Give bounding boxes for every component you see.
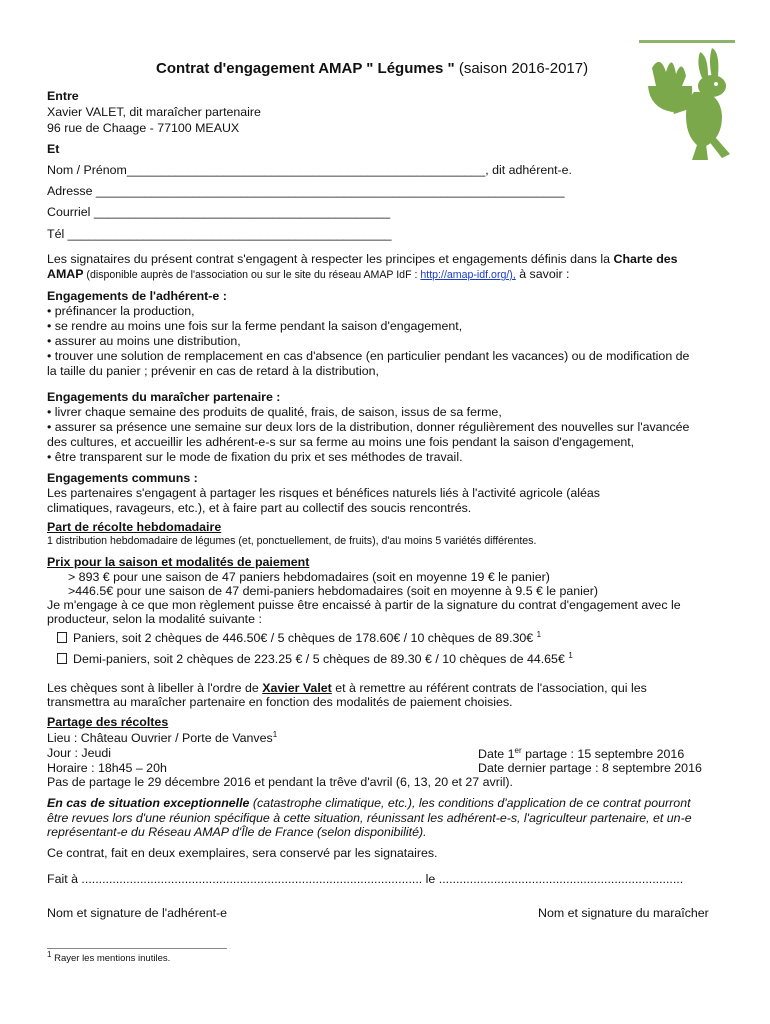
partage-exceptions: Pas de partage le 29 décembre 2016 et pendant la trêve d'avril (6, 13, 20 et 27 avril). (47, 775, 513, 789)
list-item: • préfinancer la production, (47, 304, 195, 318)
text-line: Les partenaires s'engagent à partager les risques et bénéfices naturels liés à l'activité agricole (aléas (47, 486, 600, 500)
fait-a-field[interactable]: Fait à ................................................................................................... le ....................................................................... (47, 872, 684, 886)
cheques-line1: Les chèques sont à libeller à l'ordre de Xavier Valet et à remettre au référent contrats de l'association, qui les (47, 681, 647, 695)
text-line: climatiques, ravageurs, etc.), et à faire part au collectif des soucis rencontrés. (47, 501, 472, 515)
communs-text (47, 486, 600, 516)
prix-heading: Prix pour la saison et modalités de paiement (47, 555, 310, 569)
checkbox[interactable] (57, 653, 67, 664)
list-item: • assurer au moins une distribution, (47, 334, 241, 348)
date-first: Date 1er partage : 15 septembre 2016 (478, 746, 685, 762)
amap-idf-link[interactable]: http://amap-idf.org/), (420, 269, 516, 281)
list-item: • trouver une solution de remplacement en cas d'absence (en particulier pendant les vacances) ou de modification de (47, 349, 690, 363)
signature-adherent: Nom et signature de l'adhérent-e (47, 906, 228, 920)
conclusion: Ce contrat, fait en deux exemplaires, sera conservé par les signataires. (47, 846, 438, 860)
maraicher-list (47, 405, 689, 465)
list-item: • se rendre au moins une fois sur la ferme pendant la saison d'engagement, (47, 319, 463, 333)
communs-heading: Engagements communs : (47, 471, 198, 485)
intro-line1: Les signataires du présent contrat s'engagent à respecter les principes et engagements définis dans la Charte des (47, 252, 678, 266)
price-full: > 893 € pour une saison de 47 paniers hebdomadaires (soit en moyenne 19 € le panier) (68, 570, 550, 584)
producer-name: Xavier VALET, dit maraîcher partenaire (47, 105, 261, 119)
list-item: des cultures, et accueillir les adhérent-e-s sur sa ferme au moins une fois pendant la saison d'engagement, (47, 435, 635, 449)
et-label: Et (47, 142, 60, 156)
maraicher-heading: Engagements du maraîcher partenaire : (47, 390, 281, 404)
nom-field[interactable]: Nom / Prénom____________________________________________________, dit adhérent-e. (47, 163, 572, 177)
list-item: • assurer sa présence une semaine sur deux lors de la distribution, donner régulièrement des nouvelles sur l'avancée (47, 420, 690, 434)
list-item: • être transparent sur le mode de fixation du prix et ses méthodes de travail. (47, 450, 463, 464)
adherent-heading: Engagements de l'adhérent-e : (47, 289, 227, 303)
partage-jour: Jour : Jeudi (47, 746, 112, 760)
checkbox[interactable] (57, 632, 67, 643)
signature-maraicher: Nom et signature du maraîcher (538, 906, 709, 920)
logo-bar (639, 40, 735, 43)
page-title: Contrat d'engagement AMAP " Légumes " (saison 2016-2017) (156, 60, 589, 77)
entre-label: Entre (47, 89, 79, 103)
recolte-text: 1 distribution hebdomadaire de légumes (et, ponctuellement, de fruits), d'au moins 5 variétés différentes. (47, 535, 537, 547)
exception-line1: En cas de situation exceptionnelle (catastrophe climatique, etc.), les conditions d'application de ce contrat pourront (47, 796, 691, 810)
list-item: la taille du panier ; prévenir en cas de retard à la distribution, (47, 364, 379, 378)
amap-rabbit-logo (642, 46, 738, 164)
producer-address: 96 rue de Chaage - 77100 MEAUX (47, 121, 240, 135)
payment-text-2: producteur, selon la modalité suivante : (47, 612, 262, 626)
tel-field[interactable]: Tél _______________________________________________ (47, 227, 392, 241)
partage-heading: Partage des récoltes (47, 715, 169, 729)
partage-lieu: Lieu : Château Ouvrier / Porte de Vanves$^1$ (47, 730, 278, 746)
intro-line2: AMAP (disponible auprès de l'association ou sur le site du réseau AMAP IdF : http://amap-idf.org/), à savoir : (47, 267, 570, 281)
cheques-line2: transmettra au maraîcher partenaire en fonction des modalités de paiement choisies. (47, 695, 513, 709)
date-last: Date dernier partage : 8 septembre 2016 (478, 761, 702, 775)
partage-horaire: Horaire : 18h45 – 20h (47, 761, 167, 775)
adresse-field[interactable]: Adresse ____________________________________________________________________ (47, 184, 565, 198)
adherent-list (47, 304, 689, 379)
footnote: $^1$ Rayer les mentions inutiles. (47, 950, 171, 965)
recolte-heading: Part de récolte hebdomadaire (47, 520, 222, 534)
footnote-divider (47, 948, 227, 949)
courriel-field[interactable]: Courriel ___________________________________________ (47, 205, 391, 219)
price-half: >446.5€ pour une saison de 47 demi-paniers hebdomadaires (soit en moyenne à 9.5 € le panier) (68, 584, 599, 598)
option-demi-paniers[interactable]: Demi-paniers, soit 2 chèques de 223.25 € / 5 chèques de 89.30 € / 10 chèques de 44.65€ $^1$ (57, 651, 573, 666)
list-item: • livrer chaque semaine des produits de qualité, frais, de saison, issus de sa ferme, (47, 405, 502, 419)
exception-line3: représentant-e du Réseau AMAP d'Île de France (selon disponibilité). (47, 825, 427, 839)
payment-text-1: Je m'engage à ce que mon règlement puisse être encaissé à partir de la signature du contrat d'engagement avec le (47, 598, 681, 612)
exception-line2: être revues lors d'une réunion spécifique à cette situation, réunissant les adhérent-e-s, l'agriculteur partenaire, et un-e (47, 811, 692, 825)
option-paniers[interactable]: Paniers, soit 2 chèques de 446.50€ / 5 chèques de 178.60€ / 10 chèques de 89.30€ $^1$ (57, 630, 541, 645)
